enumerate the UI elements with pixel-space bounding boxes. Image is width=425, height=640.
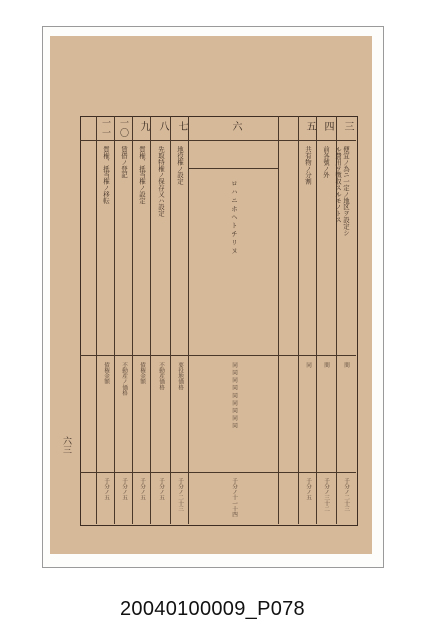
- column-number: 一〇: [118, 118, 128, 138]
- column-divider: [188, 116, 189, 524]
- rate-text: 千分ノ三十二: [323, 478, 329, 512]
- rate-text: 千分ノ五: [305, 478, 311, 501]
- description-text: 質権、抵当権ノ設定: [138, 146, 146, 204]
- column-divider: [316, 116, 317, 524]
- column-number: 七: [176, 121, 187, 132]
- basis-text: 間: [343, 362, 349, 368]
- rate-text: 千分ノ五: [139, 478, 145, 501]
- rate-text: 千分ノ五: [158, 478, 164, 501]
- description-text: 共有物ノ分割: [304, 146, 312, 185]
- column-number: 三: [342, 121, 353, 132]
- column-divider: [96, 116, 97, 524]
- row-divider: [80, 140, 356, 141]
- basis-text: 債権金額: [139, 362, 145, 385]
- row-divider: [80, 355, 356, 356]
- basis-text: 不動産ノ価格: [121, 362, 127, 396]
- column-divider: [114, 116, 115, 524]
- column-divider: [278, 116, 279, 524]
- basis-text: 不動産価格: [158, 362, 164, 390]
- column-divider: [150, 116, 151, 524]
- rate-text: 千分ノ十一十四: [231, 478, 237, 518]
- image-caption: 20040100009_P078: [120, 598, 305, 620]
- rate-text: 千分ノ二十三: [177, 478, 183, 512]
- description-text: 地役権ノ設定: [176, 146, 184, 185]
- basis-text: 間: [323, 362, 329, 368]
- description-text: 前各號ノ外: [322, 146, 330, 178]
- column-divider: [298, 116, 299, 524]
- column-number: 一一: [100, 118, 110, 138]
- column-number: 四: [322, 121, 333, 132]
- row-divider: [80, 472, 356, 473]
- rate-text: 千分ノ二十三: [343, 478, 349, 512]
- sub-row-labels: ロハニホヘトチリヌ: [230, 180, 238, 256]
- row-divider: [188, 168, 278, 169]
- description-text: 便宜ノ為ニ一定ノ地区ヲ設定シ: [342, 146, 350, 236]
- basis-text: 同同同同同同同同同: [231, 362, 237, 431]
- page-number: 六三: [61, 436, 71, 454]
- description-text: 先取特権ノ保存又ハ設定: [157, 146, 165, 217]
- column-number: 五: [304, 121, 315, 132]
- basis-text: 債権金額: [103, 362, 109, 385]
- description-text: ル費用ヲ徴収スルモノトス: [334, 146, 342, 223]
- column-number: 九: [138, 121, 149, 132]
- basis-text: 同: [305, 362, 311, 368]
- description-text: 賃借ノ登記: [120, 146, 128, 178]
- rate-text: 千分ノ五: [103, 478, 109, 501]
- column-number: 八: [157, 121, 168, 132]
- column-number: 六: [230, 121, 241, 132]
- column-divider: [170, 116, 171, 524]
- basis-text: 要役地価格: [177, 362, 183, 390]
- description-text: 質権、抵当権ノ移転: [102, 146, 110, 204]
- rate-text: 千分ノ五: [121, 478, 127, 501]
- column-divider: [132, 116, 133, 524]
